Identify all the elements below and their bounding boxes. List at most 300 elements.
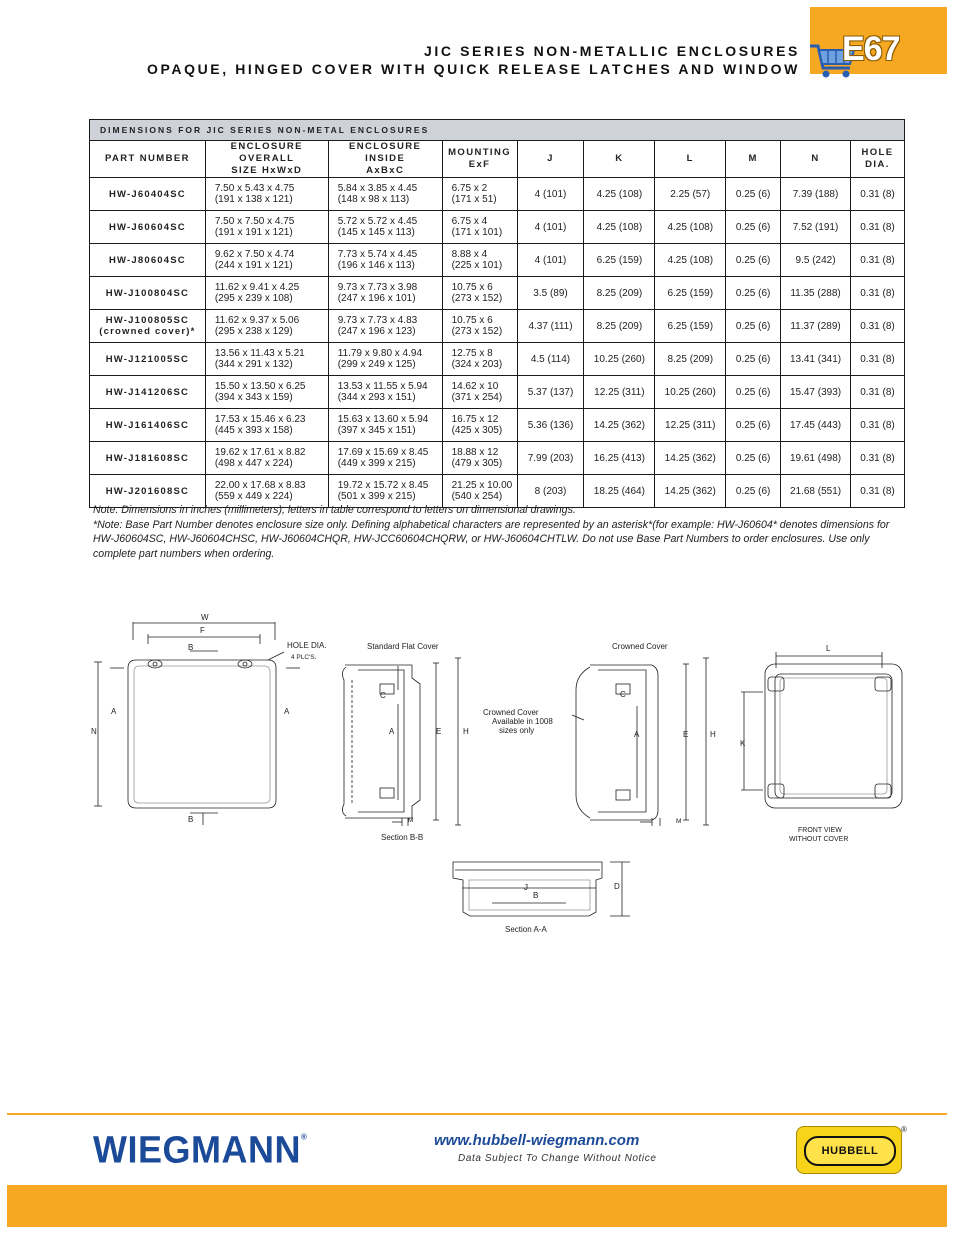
k-cell <box>584 277 655 310</box>
column-header-line1: ENCLOSURE INSIDE <box>349 141 422 164</box>
table-row <box>90 343 905 376</box>
footer-band <box>7 1185 947 1227</box>
part-number-cell <box>90 376 206 409</box>
column-header-line1: N <box>811 153 820 164</box>
k-cell-value: 4.25 (108) <box>596 221 643 233</box>
dim-label-c: C <box>380 691 386 700</box>
flat-cover-title: Standard Flat Cover <box>367 642 439 651</box>
part-number-cell <box>90 409 206 442</box>
dim-label-f: F <box>200 626 205 635</box>
m-cell <box>726 211 781 244</box>
overall-size-cell <box>205 310 328 343</box>
mounting-cell-value: (540 x 254) <box>451 491 503 502</box>
l-cell-value: 10.25 (260) <box>664 386 716 398</box>
mounting-cell-value: (273 x 152) <box>451 293 503 304</box>
overall-size-cell-value: (559 x 449 x 224) <box>214 491 293 502</box>
hole-dia-cell <box>850 409 904 442</box>
dim-label-n: N <box>91 727 97 736</box>
j-cell-value: 4 (101) <box>534 221 567 233</box>
flat-cover-section-drawing <box>342 658 461 826</box>
overall-size-cell-value: (394 x 343 x 159) <box>214 392 293 403</box>
part-number-cell <box>90 310 206 343</box>
inside-size-cell-value: (148 x 98 x 113) <box>337 194 410 205</box>
overall-size-cell-value: (498 x 447 x 224) <box>214 458 293 469</box>
m-cell-value: 0.25 (6) <box>735 287 771 299</box>
dim-label-b-bottom: B <box>188 815 194 824</box>
mounting-cell-value: 10.75 x 6 <box>451 315 493 326</box>
j-cell <box>517 409 584 442</box>
column-header-line2: ExF <box>468 159 491 170</box>
mounting-cell-value: (425 x 305) <box>451 425 503 436</box>
crowned-cover-labels <box>483 642 716 825</box>
dim-label-w: W <box>201 613 209 622</box>
l-cell-value: 14.25 (362) <box>664 452 716 464</box>
column-header-line1: L <box>686 153 694 164</box>
j-cell <box>517 178 584 211</box>
front-view-labels <box>91 613 327 824</box>
inside-size-cell-value: 15.63 x 13.60 x 5.94 <box>337 414 429 425</box>
hole-dia-cell-value: 0.31 (8) <box>860 221 895 233</box>
k-cell <box>584 343 655 376</box>
mounting-cell-value: 8.88 x 4 <box>451 249 488 260</box>
inside-size-cell-value: (397 x 345 x 151) <box>337 425 416 436</box>
l-cell <box>655 178 726 211</box>
overall-size-cell-value: (445 x 393 x 158) <box>214 425 293 436</box>
overall-size-cell <box>205 376 328 409</box>
section-aa-drawing <box>453 862 630 916</box>
overall-size-cell-value: 22.00 x 17.68 x 8.83 <box>214 480 306 491</box>
m-cell <box>726 277 781 310</box>
overall-size-cell <box>205 244 328 277</box>
column-header <box>584 141 655 178</box>
l-cell <box>655 277 726 310</box>
hole-dia-cell-value: 0.31 (8) <box>860 254 895 266</box>
l-cell <box>655 211 726 244</box>
part-number-cell <box>90 343 206 376</box>
note-dimensions: Note: Dimensions in inches (millimeters); letters in table correspond to letters on dimensional drawings. <box>93 504 576 516</box>
mounting-cell <box>442 211 517 244</box>
website-link[interactable]: www.hubbell-wiegmann.com <box>434 1132 640 1149</box>
dim-label-e: E <box>436 727 442 736</box>
part-number-cell-value: HW-J80604SC <box>108 254 186 266</box>
m-cell-value: 0.25 (6) <box>735 452 771 464</box>
inside-size-cell-value: (344 x 293 x 151) <box>337 392 416 403</box>
m-cell-value: 0.25 (6) <box>735 320 771 332</box>
column-header-line1: ENCLOSURE OVERALL <box>230 141 303 164</box>
part-number-cell <box>90 244 206 277</box>
k-cell <box>584 376 655 409</box>
inside-size-cell <box>328 244 442 277</box>
overall-size-cell-value: 15.50 x 13.50 x 6.25 <box>214 381 306 392</box>
dim-label-a: A <box>389 727 395 736</box>
mounting-cell-value: 14.62 x 10 <box>451 381 499 392</box>
n-cell <box>781 376 851 409</box>
l-cell-value: 6.25 (159) <box>667 287 714 299</box>
part-number-cell-value: HW-J181608SC <box>105 452 190 464</box>
brand-name: WIEGMANN <box>93 1127 301 1171</box>
j-cell <box>517 277 584 310</box>
hole-dia-cell <box>850 310 904 343</box>
brand-registered-mark: ® <box>300 1132 308 1142</box>
k-cell <box>584 310 655 343</box>
hole-dia-cell-value: 0.31 (8) <box>860 320 895 332</box>
overall-size-cell <box>205 409 328 442</box>
mounting-cell-value: 10.75 x 6 <box>451 282 493 293</box>
table-row <box>90 409 905 442</box>
mounting-cell-value: 6.75 x 2 <box>451 183 488 194</box>
inside-size-cell-value: 5.72 x 5.72 x 4.45 <box>337 216 418 227</box>
overall-size-cell <box>205 211 328 244</box>
inside-size-cell <box>328 376 442 409</box>
k-cell-value: 14.25 (362) <box>593 419 645 431</box>
overall-size-cell-value: 17.53 x 15.46 x 6.23 <box>214 414 306 425</box>
k-cell-value: 8.25 (209) <box>596 320 643 332</box>
j-cell-value: 4 (101) <box>534 188 567 200</box>
l-cell <box>655 343 726 376</box>
overall-size-cell-value: 9.62 x 7.50 x 4.74 <box>214 249 295 260</box>
hole-dia-cell <box>850 211 904 244</box>
part-number-cell <box>90 178 206 211</box>
k-cell-value: 18.25 (464) <box>593 485 645 497</box>
overall-size-cell-value: (344 x 291 x 132) <box>214 359 293 370</box>
inside-size-cell <box>328 277 442 310</box>
n-cell <box>781 442 851 475</box>
n-cell-value: 15.47 (393) <box>789 386 842 398</box>
inside-size-cell <box>328 409 442 442</box>
dim-label-a-left: A <box>111 707 117 716</box>
l-cell-value: 6.25 (159) <box>667 320 714 332</box>
column-header-line2: DIA. <box>865 159 890 170</box>
l-cell-value: 2.25 (57) <box>670 188 711 200</box>
inside-size-cell-value: 19.72 x 15.72 x 8.45 <box>337 480 429 491</box>
table-row <box>90 442 905 475</box>
table-row <box>90 310 905 343</box>
note-base-part: *Note: Base Part Number denotes enclosure size only. Defining alphabetical characters are represented by an asterisk*(for example: HW-J60604* denotes dimensions for HW-J60604SC, HW-J60604CHSC, HW-J60604CHQR, HW-JCC60604CHQRW, or HW-J60604CHTLW. Do not use Base Part Numbers to order enclosures. Use only complete part numbers when ordering. <box>93 518 890 560</box>
hole-count-label: 4 PLC'S. <box>291 654 317 661</box>
part-number-cell-value: (crowned cover)* <box>99 326 196 337</box>
front-view-without-cover-drawing <box>741 652 902 808</box>
inside-size-cell-value: (145 x 145 x 113) <box>337 227 415 238</box>
overall-size-cell-value: (295 x 239 x 108) <box>214 293 293 304</box>
m-cell <box>726 310 781 343</box>
m-cell <box>726 343 781 376</box>
mounting-cell-value: 16.75 x 12 <box>451 414 499 425</box>
dimensions-table <box>89 119 905 508</box>
n-cell-value: 9.5 (242) <box>795 254 836 266</box>
m-cell <box>726 244 781 277</box>
table-row <box>90 376 905 409</box>
hole-dia-cell <box>850 343 904 376</box>
overall-size-cell-value: (191 x 191 x 121) <box>214 227 293 238</box>
mounting-cell-value: (171 x 101) <box>451 227 503 238</box>
m-cell-value: 0.25 (6) <box>735 188 771 200</box>
footer-divider <box>7 1113 947 1115</box>
k-cell <box>584 244 655 277</box>
overall-size-cell-value: (295 x 238 x 129) <box>214 326 293 337</box>
hubbell-logo[interactable] <box>796 1126 902 1174</box>
hole-dia-cell <box>850 277 904 310</box>
inside-size-cell-value: (196 x 146 x 113) <box>337 260 415 271</box>
mounting-cell <box>442 178 517 211</box>
j-cell-value: 5.36 (136) <box>527 419 574 431</box>
dim-label-c-crowned: C <box>620 690 626 699</box>
column-header <box>517 141 584 178</box>
mounting-cell <box>442 310 517 343</box>
dim-label-k: K <box>740 739 746 748</box>
column-header <box>442 141 517 178</box>
n-cell-value: 11.35 (288) <box>790 287 841 299</box>
column-header-line1: MOUNTING <box>448 147 512 158</box>
mounting-cell <box>442 277 517 310</box>
m-cell-value: 0.25 (6) <box>735 386 771 398</box>
l-cell <box>655 376 726 409</box>
j-cell-value: 4 (101) <box>534 254 567 266</box>
mounting-cell-value: 12.75 x 8 <box>451 348 493 359</box>
mounting-cell-value: 6.75 x 4 <box>451 216 488 227</box>
table-header-row <box>90 141 905 178</box>
overall-size-cell-value: 11.62 x 9.41 x 4.25 <box>214 282 300 293</box>
column-header <box>655 141 726 178</box>
n-cell-value: 7.52 (191) <box>792 221 839 233</box>
overall-size-cell-value: 13.56 x 11.43 x 5.21 <box>214 348 305 359</box>
overall-size-cell-value: 7.50 x 5.43 x 4.75 <box>214 183 295 194</box>
inside-size-cell <box>328 310 442 343</box>
inside-size-cell-value: (449 x 399 x 215) <box>337 458 416 469</box>
j-cell-value: 3.5 (89) <box>533 287 568 299</box>
n-cell <box>781 409 851 442</box>
n-cell <box>781 310 851 343</box>
hole-dia-cell-value: 0.31 (8) <box>860 419 895 431</box>
inside-size-cell <box>328 211 442 244</box>
j-cell <box>517 310 584 343</box>
n-cell-value: 17.45 (443) <box>789 419 842 431</box>
part-number-cell-value: HW-J141206SC <box>105 386 190 398</box>
page-title-line2: OPAQUE, HINGED COVER WITH QUICK RELEASE LATCHES AND WINDOW <box>147 61 800 77</box>
k-cell <box>584 178 655 211</box>
overall-size-cell-value: (191 x 138 x 121) <box>214 194 293 205</box>
mounting-cell <box>442 343 517 376</box>
table-caption: DIMENSIONS FOR JIC SERIES NON-METAL ENCLOSURES <box>90 120 905 141</box>
inside-size-cell-value: 9.73 x 7.73 x 3.98 <box>337 282 418 293</box>
page-title-line1: JIC SERIES NON-METALLIC ENCLOSURES <box>424 43 800 59</box>
hole-dia-cell <box>850 376 904 409</box>
hole-dia-cell-value: 0.31 (8) <box>860 485 895 497</box>
inside-size-cell-value: (247 x 196 x 101) <box>337 293 416 304</box>
mounting-cell-value: (324 x 203) <box>451 359 503 370</box>
part-number-cell <box>90 277 206 310</box>
j-cell-value: 7.99 (203) <box>527 452 574 464</box>
m-cell-value: 0.25 (6) <box>735 485 771 497</box>
m-cell <box>726 442 781 475</box>
n-cell <box>781 211 851 244</box>
n-cell-value: 11.37 (289) <box>790 320 841 332</box>
mounting-cell-value: (371 x 254) <box>451 392 503 403</box>
m-cell-value: 0.25 (6) <box>735 221 771 233</box>
dim-label-a-crowned: A <box>634 730 640 739</box>
inside-size-cell-value: (247 x 196 x 123) <box>337 326 416 337</box>
k-cell <box>584 409 655 442</box>
mounting-cell-value: (479 x 305) <box>451 458 503 469</box>
j-cell <box>517 343 584 376</box>
crowned-cover-title: Crowned Cover <box>612 642 668 651</box>
dim-label-e-crowned: E <box>683 730 689 739</box>
inside-size-cell-value: (299 x 249 x 125) <box>337 359 416 370</box>
overall-size-cell <box>205 178 328 211</box>
table-row <box>90 211 905 244</box>
l-cell-value: 4.25 (108) <box>667 221 714 233</box>
part-number-cell <box>90 442 206 475</box>
part-number-cell-value: HW-J100804SC <box>105 287 190 299</box>
k-cell-value: 8.25 (209) <box>596 287 643 299</box>
part-number-cell-value: HW-J161406SC <box>105 419 190 431</box>
inside-size-cell <box>328 178 442 211</box>
dimensional-drawings <box>0 600 954 945</box>
dim-label-m-crowned: M <box>676 818 682 825</box>
part-number-cell-value: HW-J121005SC <box>105 353 190 365</box>
hole-dia-cell-value: 0.31 (8) <box>860 353 895 365</box>
overall-size-cell <box>205 277 328 310</box>
l-cell-value: 12.25 (311) <box>665 419 716 431</box>
m-cell <box>726 376 781 409</box>
dim-label-h: H <box>463 727 469 736</box>
n-cell-value: 19.61 (498) <box>789 452 842 464</box>
table-row <box>90 178 905 211</box>
dim-label-l: L <box>826 644 831 653</box>
part-number-cell-value: HW-J60404SC <box>108 188 186 200</box>
crowned-note-line3: sizes only <box>499 726 535 735</box>
dim-label-b-top: B <box>188 643 194 652</box>
n-cell <box>781 343 851 376</box>
k-cell-value: 4.25 (108) <box>596 188 643 200</box>
hole-dia-label: HOLE DIA. <box>287 641 327 650</box>
front-view-caption-line2: WITHOUT COVER <box>789 836 849 843</box>
j-cell-value: 4.37 (111) <box>528 320 573 332</box>
m-cell-value: 0.25 (6) <box>735 419 771 431</box>
overall-size-cell <box>205 442 328 475</box>
column-header <box>850 141 904 178</box>
j-cell <box>517 442 584 475</box>
l-cell <box>655 409 726 442</box>
inside-size-cell-value: (501 x 399 x 215) <box>337 491 416 502</box>
hole-dia-cell-value: 0.31 (8) <box>860 386 895 398</box>
mounting-cell-value: (171 x 51) <box>451 194 497 205</box>
dim-label-h-crowned: H <box>710 730 716 739</box>
table-row <box>90 244 905 277</box>
crowned-note-line1: Crowned Cover <box>483 708 539 717</box>
mounting-cell-value: 18.88 x 12 <box>451 447 499 458</box>
mounting-cell <box>442 442 517 475</box>
column-header-line1: M <box>748 153 758 164</box>
crowned-cover-section-drawing <box>572 658 709 826</box>
column-header-line1: PART NUMBER <box>104 153 190 164</box>
inside-size-cell <box>328 343 442 376</box>
inside-size-cell-value: 17.69 x 15.69 x 8.45 <box>337 447 429 458</box>
m-cell <box>726 178 781 211</box>
mounting-cell-value: (225 x 101) <box>451 260 503 271</box>
front-view-drawing <box>94 622 300 825</box>
dim-label-m: M <box>408 817 414 824</box>
section-aa-labels <box>505 882 620 934</box>
mounting-cell <box>442 244 517 277</box>
k-cell-value: 10.25 (260) <box>593 353 645 365</box>
table-row <box>90 277 905 310</box>
section-bb-label: Section B-B <box>381 833 424 842</box>
inside-size-cell-value: 11.79 x 9.80 x 4.94 <box>337 348 423 359</box>
disclaimer: Data Subject To Change Without Notice <box>458 1153 657 1164</box>
part-number-cell-value: HW-J201608SC <box>105 485 190 497</box>
l-cell-value: 8.25 (209) <box>667 353 714 365</box>
column-header <box>90 141 206 178</box>
column-header-line2: AxBxC <box>366 165 405 176</box>
n-cell <box>781 277 851 310</box>
crowned-note-line2: Available in 1008 <box>492 717 553 726</box>
l-cell-value: 4.25 (108) <box>667 254 714 266</box>
n-cell <box>781 178 851 211</box>
column-header <box>328 141 442 178</box>
part-number-cell-value: HW-J100805SC <box>105 315 190 326</box>
mounting-cell-value: (273 x 152) <box>451 326 503 337</box>
inside-size-cell-value: 5.84 x 3.85 x 4.45 <box>337 183 418 194</box>
column-header <box>726 141 781 178</box>
part-number-cell <box>90 211 206 244</box>
j-cell-value: 5.37 (137) <box>527 386 574 398</box>
k-cell-value: 16.25 (413) <box>593 452 645 464</box>
overall-size-cell <box>205 343 328 376</box>
page-code: E67 <box>842 30 900 68</box>
l-cell-value: 14.25 (362) <box>664 485 716 497</box>
n-cell <box>781 244 851 277</box>
mounting-cell <box>442 376 517 409</box>
part-number-cell-value: HW-J60604SC <box>108 221 186 233</box>
inside-size-cell-value: 13.53 x 11.55 x 5.94 <box>337 381 428 392</box>
j-cell <box>517 211 584 244</box>
k-cell <box>584 211 655 244</box>
overall-size-cell-value: 11.62 x 9.37 x 5.06 <box>214 315 300 326</box>
k-cell-value: 12.25 (311) <box>594 386 645 398</box>
hole-dia-cell-value: 0.31 (8) <box>860 188 895 200</box>
n-cell-value: 13.41 (341) <box>789 353 842 365</box>
k-cell-value: 6.25 (159) <box>596 254 643 266</box>
l-cell <box>655 442 726 475</box>
wiegmann-logo[interactable] <box>93 1128 307 1172</box>
hole-dia-cell <box>850 178 904 211</box>
front-view-caption-line1: FRONT VIEW <box>798 827 842 834</box>
m-cell <box>726 409 781 442</box>
l-cell <box>655 310 726 343</box>
section-aa-label: Section A-A <box>505 925 547 934</box>
column-header-line1: J <box>547 153 554 164</box>
j-cell <box>517 244 584 277</box>
column-header-line2: SIZE HxWxD <box>231 165 303 176</box>
dim-label-a-right: A <box>284 707 290 716</box>
m-cell-value: 0.25 (6) <box>735 353 771 365</box>
n-cell-value: 7.39 (188) <box>792 188 839 200</box>
dim-label-d: D <box>614 882 620 891</box>
inside-size-cell-value: 7.73 x 5.74 x 4.45 <box>337 249 418 260</box>
column-header <box>205 141 328 178</box>
column-header <box>781 141 851 178</box>
hole-dia-cell <box>850 244 904 277</box>
j-cell-value: 8 (203) <box>534 485 567 497</box>
overall-size-cell-value: 19.62 x 17.61 x 8.82 <box>214 447 306 458</box>
hole-dia-cell-value: 0.31 (8) <box>860 452 895 464</box>
column-header-line1: HOLE <box>861 147 894 158</box>
overall-size-cell-value: 7.50 x 7.50 x 4.75 <box>214 216 295 227</box>
hubbell-registered-mark: ® <box>901 1125 907 1134</box>
l-cell <box>655 244 726 277</box>
hubbell-logo-text: HUBBELL <box>804 1136 896 1166</box>
j-cell <box>517 376 584 409</box>
